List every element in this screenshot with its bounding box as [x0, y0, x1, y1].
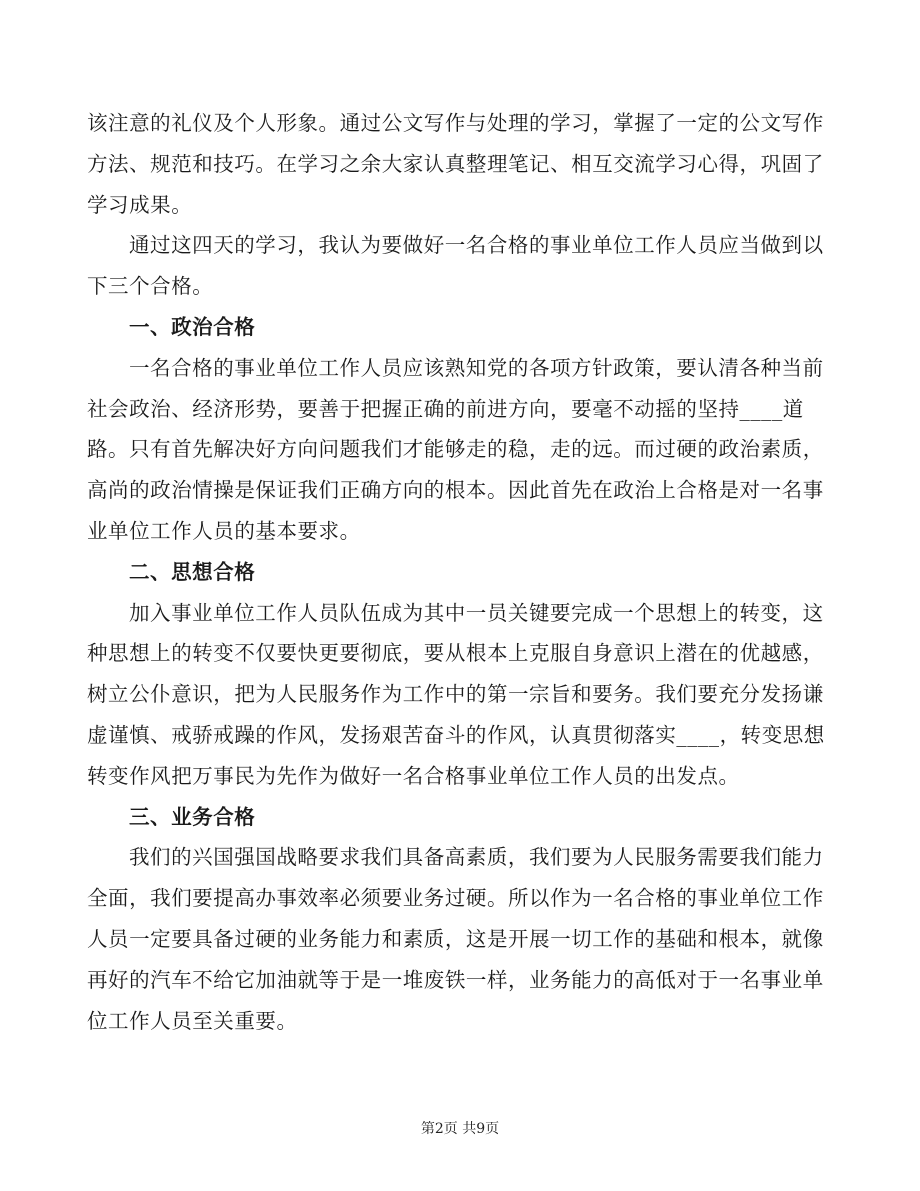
section-heading-ideological: 二、思想合格 — [129, 559, 256, 584]
page-number-footer: 第2页 共9页 — [420, 1121, 500, 1137]
paragraph-professional: 我们的兴国强国战略要求我们具备高素质，我们要为人民服务需要我们能力全面，我们要提高办事效率必须要业务过硬。所以作为一名合格的事业单位工作人员一定要具备过硬的业务能力和素质，这是开展一切工作的基础和根本，就像再好的汽车不给它加油就等于是一堆废铁一样，业务能力的高低对于一名事业单位工作人员至关重要。 — [87, 845, 824, 1033]
paragraph-intro-continued: 该注意的礼仪及个人形象。通过公文写作与处理的学习，掌握了一定的公文写作方法、规范和技巧。在学习之余大家认真整理笔记、相互交流学习心得，巩固了学习成果。 — [87, 111, 824, 217]
paragraph-ideological: 加入事业单位工作人员队伍成为其中一员关键要完成一个思想上的转变，这种思想上的转变不仅要快更要彻底，要从根本上克服自身意识上潜在的优越感，树立公仆意识，把为人民服务作为工作中的第一宗旨和要务。我们要充分发扬谦虚谨慎、戒骄戒躁的作风，发扬艰苦奋斗的作风，认真贯彻落实____，转变思想转变作风把万事民为先作为做好一名合格事业单位工作人员的出发点。 — [87, 600, 825, 788]
document-body — [87, 103, 837, 1041]
paragraph-political: 一名合格的事业单位工作人员应该熟知党的各项方针政策，要认清各种当前社会政治、经济形势，要善于把握正确的前进方向，要毫不动摇的坚持____道路。只有首先解决好方向问题我们才能够走的稳，走的远。而过硬的政治素质，高尚的政治情操是保证我们正确方向的根本。因此首先在政治上合格是对一名事业单位工作人员的基本要求。 — [87, 355, 824, 543]
section-heading-professional: 三、业务合格 — [129, 804, 256, 829]
section-heading-political: 一、政治合格 — [129, 314, 256, 339]
paragraph-summary: 通过这四天的学习，我认为要做好一名合格的事业单位工作人员应当做到以下三个合格。 — [87, 233, 824, 299]
